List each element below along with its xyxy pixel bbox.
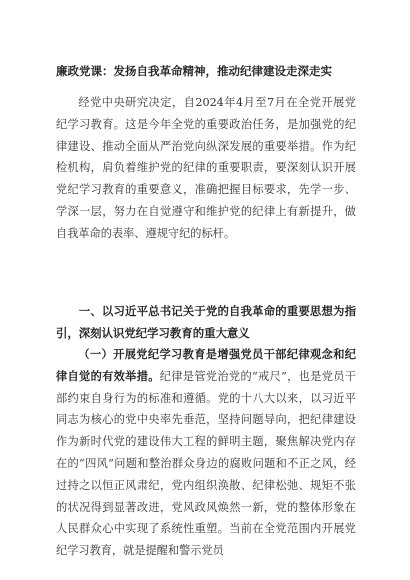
section-heading: 一、以习近平总书记关于党的自我革命的重要思想为指引，深刻认识党纪学习教育的重大意义: [56, 304, 356, 340]
intro-paragraph: 经党中央研究决定，自2024年4月至7月在全党开展党纪学习教育。这是今年全党的重要政治任务，是加强党的纪律建设、推动全面从严治党向纵深发展的重要举措。作为纪检机构，肩负着维护党的纪律的重要职责，要深刻认识开展党纪学习教育的重要意义，准确把握目标要求，先学一步、学深一层，努力在自觉遵守和维护党的纪律上有新提升，做自我革命的表率、遵规守纪的标杆。: [56, 96, 356, 240]
document-title: 廉政党课：发扬自我革命精神，推动纪律建设走深走实: [56, 64, 332, 78]
subsection-heading: （一）开展党纪学习教育是增强党员干部纪律观念和纪律自觉的有效举措。: [56, 347, 356, 383]
subsection-body: 纪律是管党治党的“戒尺”，也是党员干部约束自身行为的标准和遵循。党的十八大以来，以习近平同志为核心的党中央率先垂范，坚持问题导向，把纪律建设作为新时代党的建设伟大工程的鲜明主题，聚焦解决党内存在的“四风”问题和整治群众身边的腐败问题和不正之风，经过持之以恒正风肃纪，党内组织涣散、纪律松弛、规矩不张的状况得到显著改进，党风政风焕然一新，党的整体形象在人民群众心中实现了系统性重塑。当前在全党范围内开展党纪学习教育，就是提醒和警示党员: [56, 369, 356, 558]
subsection-paragraph: [56, 344, 356, 562]
